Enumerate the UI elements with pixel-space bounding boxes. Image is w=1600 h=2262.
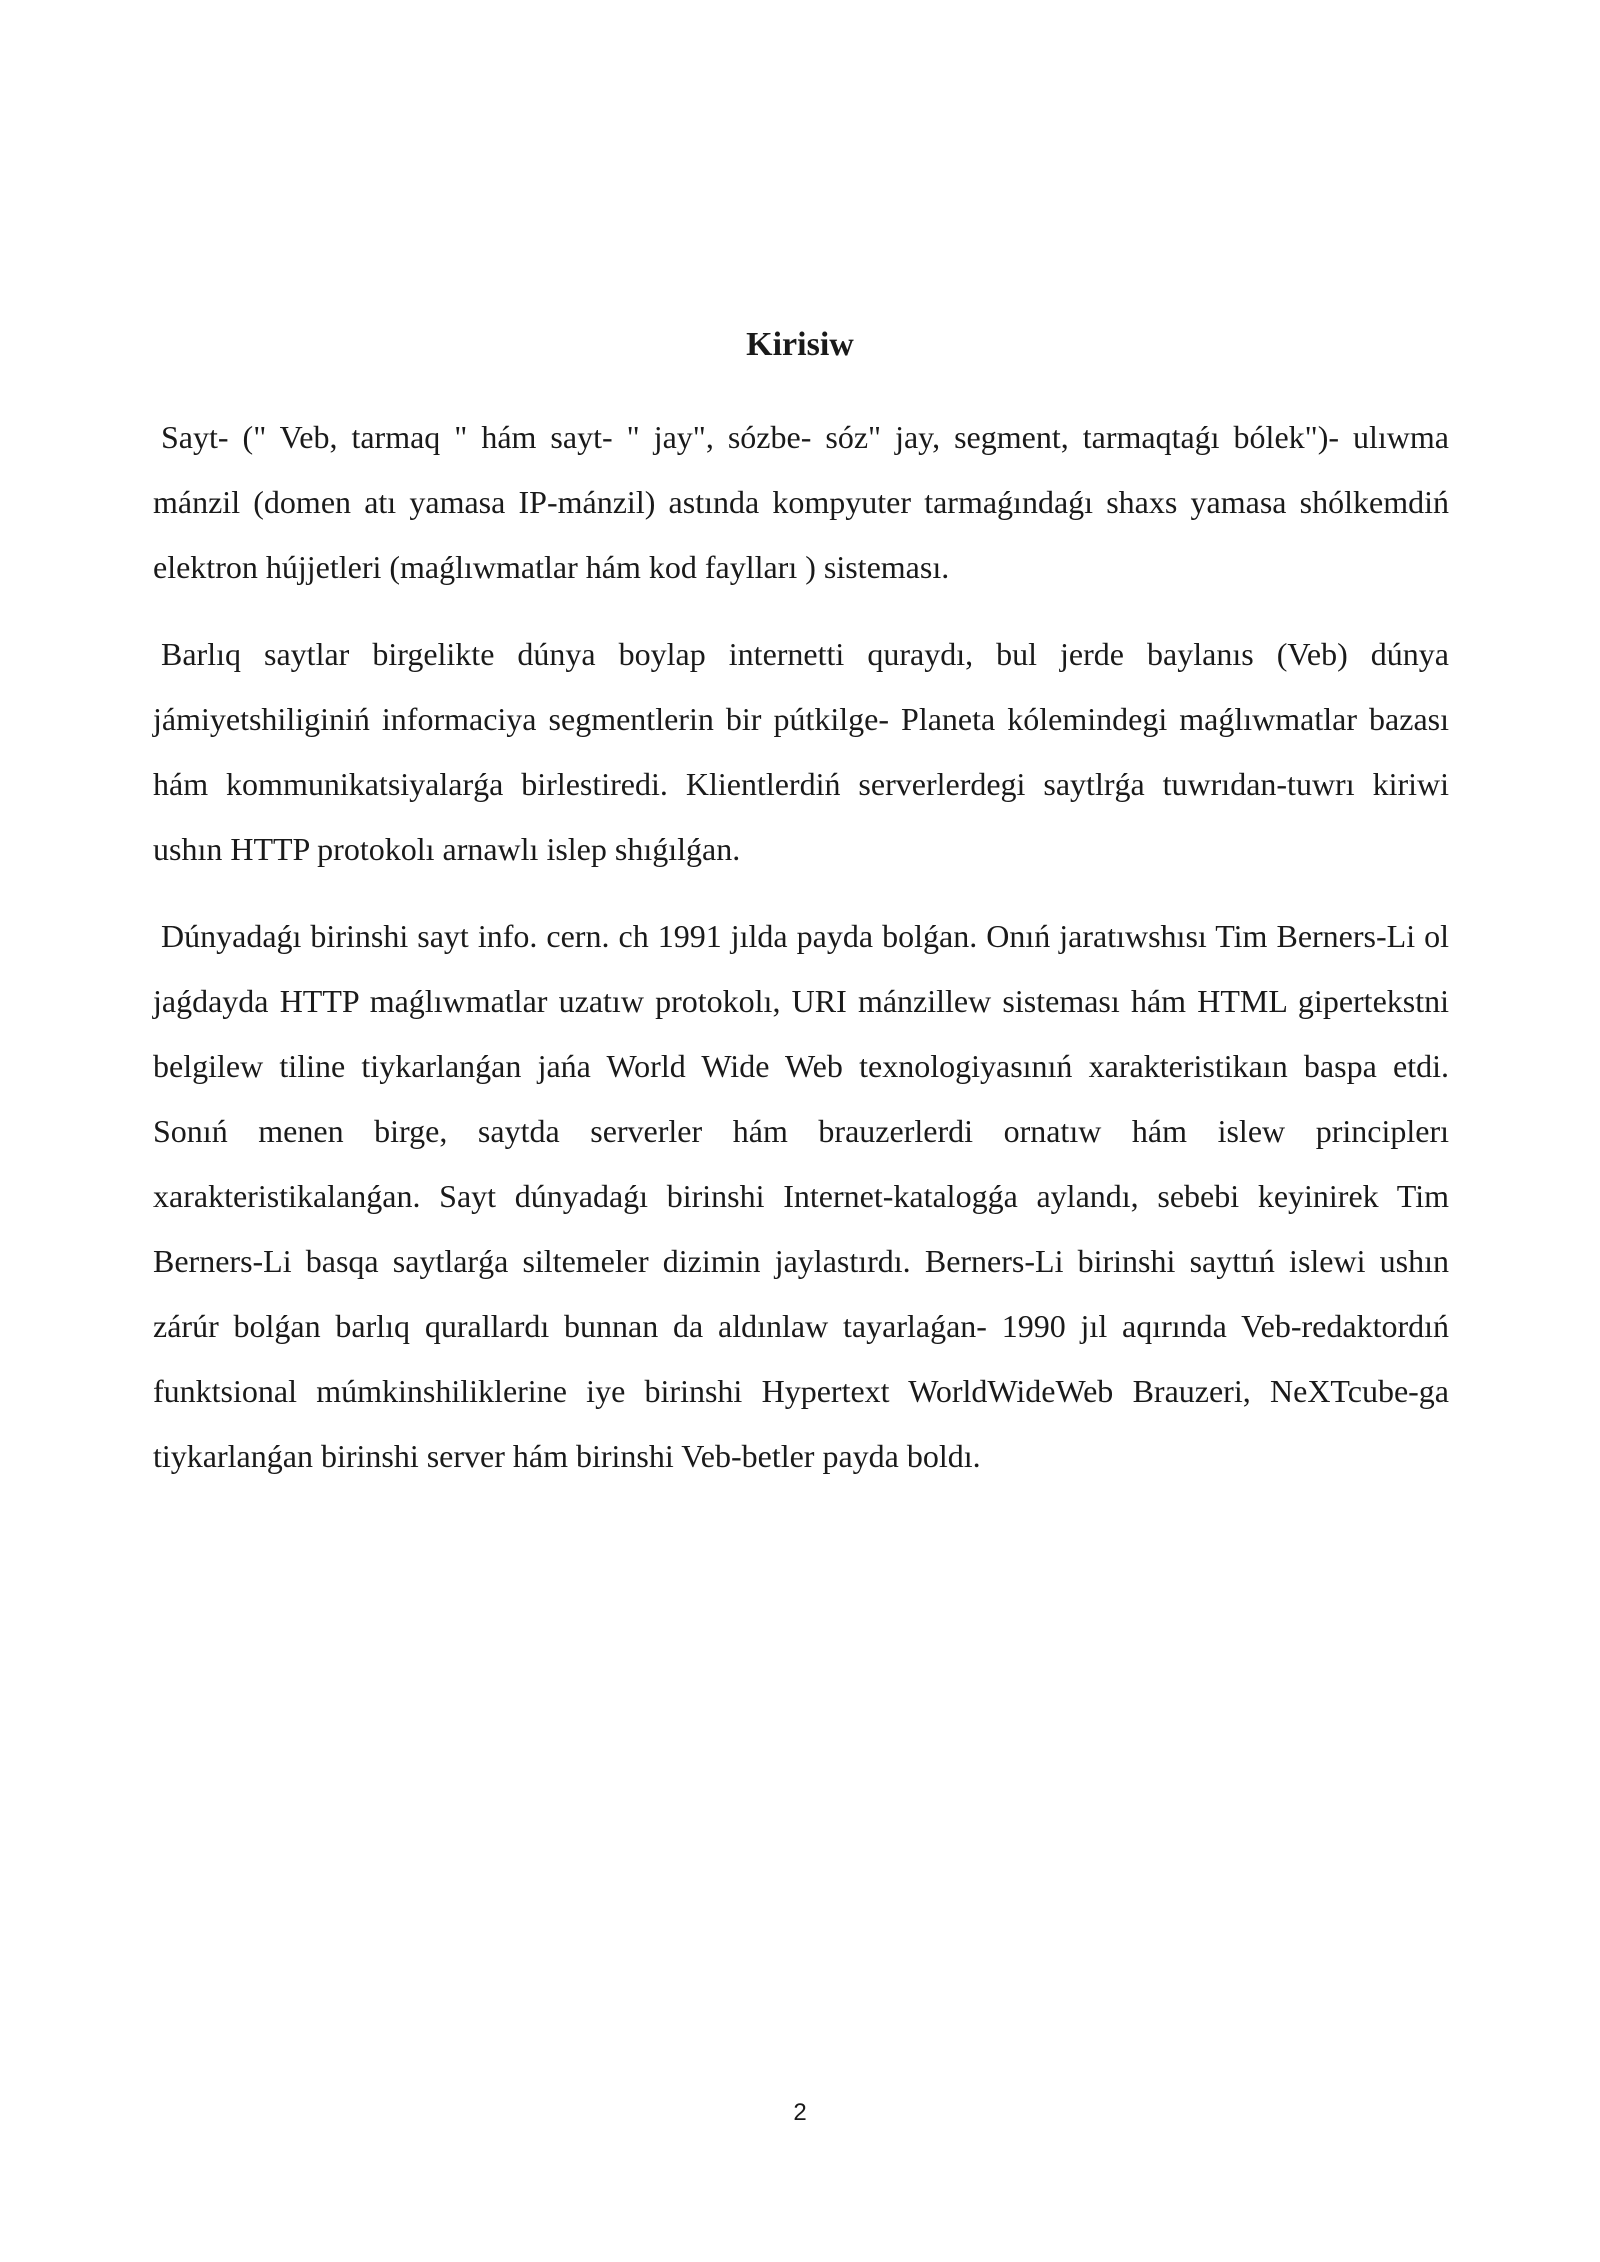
page-number: 2 [793,2099,807,2126]
paragraph-first-website: Dúnyadaǵı birinshi sayt info. cern. ch 1991 jılda payda bolǵan. Onıń jaratıwshısı Tim Berners-Li ol jaǵdayda HTTP maǵlıwmatlar uzatıw protokolı, URI mánzillew sisteması hám HTML gipertekstni belgilew tiline tiykarlanǵan jańa World Wide Web texnologiyasınıń xarakteristikaın baspa etdi. Sonıń menen birge, saytda serverler hám brauzerlerdi ornatıw hám islew principlerı xarakteristikalanǵan. Sayt dúnyadaǵı birinshi Internet-katalogǵa aylandı, sebebi keyinirek Tim Berners-Li basqa saytlarǵa siltemeler dizimin jaylastırdı. Berners-Li birinshi sayttıń islewi ushın zárúr bolǵan barlıq qurallardı bunnan da aldınlaw tayarlaǵan- 1990 jıl aqırında Veb-redaktordıń funktsional múmkinshiliklerine iye birinshi Hypertext WorldWideWeb Brauzeri, NeXTcube-ga tiykarlanǵan birinshi server hám birinshi Veb-betler payda boldı. [153,918,1449,1474]
document-body [153,405,1449,1511]
paragraph-site-definition: Sayt- (" Veb, tarmaq " hám sayt- " jay", sózbe- sóz" jay, segment, tarmaqtaǵı bólek")- ulıwma mánzil (domen atı yamasa IP-mánzil) astında kompyuter tarmaǵındaǵı shaxs yamasa shólkemdiń elektron hújjetleri (maǵlıwmatlar hám kod faylları ) sisteması. [153,419,1449,585]
paragraph-internet-formation: Barlıq saytlar birgelikte dúnya boylap internetti quraydı, bul jerde baylanıs (Veb) dúnya jámiyetshiliginiń informaciya segmentlerin bir pútkilge- Planeta kólemindegi maǵlıwmatlar bazası hám kommunikatsiyalarǵa birlestiredi. Klientlerdiń serverlerdegi saytlrǵa tuwrıdan-tuwrı kiriwi ushın HTTP protokolı arnawlı islep shıǵılǵan. [153,636,1449,867]
document-title: Kirisiw [746,326,854,363]
